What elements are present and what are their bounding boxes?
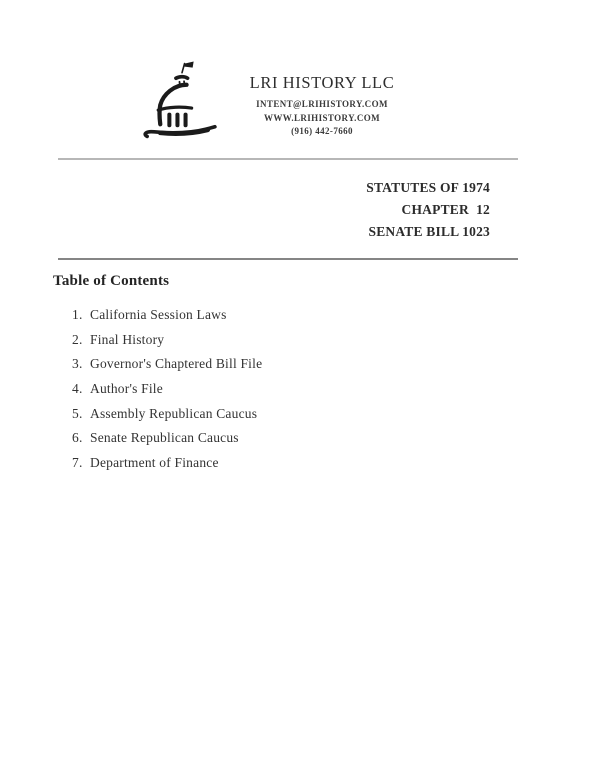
toc-item-number: 7. [72, 455, 83, 471]
website-text: WWW.LRIHISTORY.COM [263, 112, 381, 123]
toc-item-label: Governor's Chaptered Bill File [90, 356, 263, 372]
letterhead-text [228, 73, 416, 139]
toc-item-label: Senate Republican Caucus [90, 430, 239, 446]
phone-text: (916) 442-7660 [291, 126, 353, 136]
toc-item-final-history [72, 332, 262, 348]
toc-item-label: Assembly Republican Caucus [90, 405, 258, 421]
bill-reference-block [366, 177, 490, 243]
toc-item-label: Department of Finance [90, 455, 219, 471]
toc-item-label: California Session Laws [90, 307, 227, 322]
toc-item-number: 2. [72, 331, 83, 347]
letterhead [138, 60, 416, 142]
statutes-line: STATUTES OF 1974 [366, 180, 490, 195]
toc-item-governors-chaptered-bill-file [72, 356, 262, 372]
bottom-divider [58, 258, 518, 260]
capitol-dome-logo-icon [138, 60, 224, 142]
toc-item-label: Author's File [90, 381, 163, 397]
toc-item-label: Final History [90, 331, 165, 347]
toc-heading: Table of Contents [53, 273, 170, 289]
toc-item-number: 6. [72, 430, 83, 446]
chapter-line: CHAPTER 12 [401, 202, 490, 217]
toc-item-senate-republican-caucus [72, 430, 262, 446]
toc-item-number: 4. [72, 381, 83, 397]
company-name: LRI HISTORY LLC [249, 73, 395, 92]
top-divider [58, 158, 518, 160]
toc-list [72, 307, 262, 480]
toc-item-california-session-laws [72, 307, 262, 323]
toc-item-assembly-republican-caucus [72, 406, 262, 422]
toc-item-number: 3. [72, 356, 83, 372]
toc-item-department-of-finance [72, 455, 262, 471]
email-text: INTENT@LRIHISTORY.COM [256, 99, 388, 109]
toc-item-number: 1. [72, 307, 83, 322]
toc-item-number: 5. [72, 405, 83, 421]
senate-bill-line: SENATE BILL 1023 [368, 224, 490, 239]
toc-item-authors-file [72, 381, 262, 397]
